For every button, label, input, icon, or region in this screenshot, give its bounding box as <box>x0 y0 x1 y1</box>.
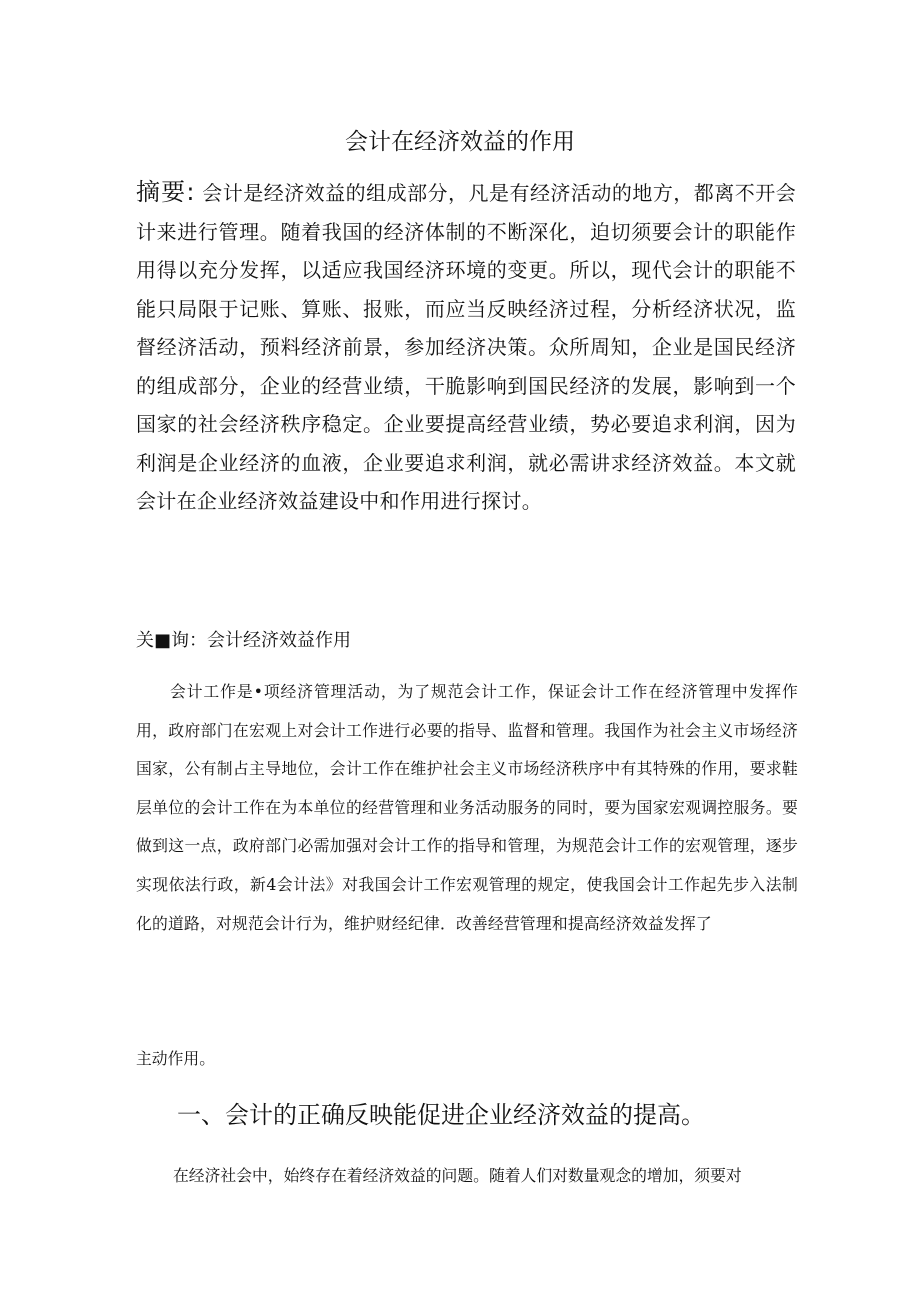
body-paragraph: 会计工作是•项经济管理活动，为了规范会计工作，保证会计工作在经济管理中发挥作用，政府部门在宏观上对会计工作进行必要的指导、监督和管理。我国作为社会主义市场经济国家，公有制占主导地位，会计工作在维护社会主义市场经济秩序中有其特殊的作用，要求鞋层单位的会计工作在为本单位的经营管理和业务活动服务的同时，要为国家宏观调控服务。要做到这一点，政府部门必需加强对会计工作的指导和管理，为规范会计工作的宏观管理，逐步实现依法行政，新4会计法》对我国会计工作宏观管理的规定，使我国会计工作起先步入法制化的道路，对规范会计行为，维护财经纪律．改善经营管理和提高经济效益发挥了 <box>136 682 798 933</box>
section-paragraph: 在经济社会中，始终存在着经济效益的问题。随着人们对数量观念的增加，须要对 <box>173 1166 742 1185</box>
abstract-text: 会计是经济效益的组成部分，凡是有经济活动的地方，都离不开会计来进行管理。随着我国的经济体制的不断深化，迫切须要会计的职能作用得以充分发挥，以适应我国经济环境的变更。所以，现代会计的职能不能只局限于记账、算账、报账，而应当反映经济过程，分析经济状况，监督经济活动，预料经济前景，参加经济决策。众所周知，企业是国民经济的组成部分，企业的经营业绩，干脆影响到国民经济的发展，影响到一个国家的社会经济秩序稳定。企业要提高经营业绩，势必要追求利润，因为利润是企业经济的血液，企业要追求利润，就必需讲求经济效益。本文就会计在企业经济效益建设中和作用进行探讨。 <box>136 181 796 513</box>
abstract-paragraph <box>136 173 796 521</box>
section-heading: 一、会计的正确反映能促进企业经济效益的提高。 <box>177 1101 705 1129</box>
document-title: 会计在经济效益的作用 <box>345 129 575 155</box>
abstract-label: 摘要: <box>136 178 196 206</box>
body-paragraph-continuation: 主动作用。 <box>136 1049 215 1068</box>
keywords-line: 关■询：会计经济效益作用 <box>136 630 352 651</box>
